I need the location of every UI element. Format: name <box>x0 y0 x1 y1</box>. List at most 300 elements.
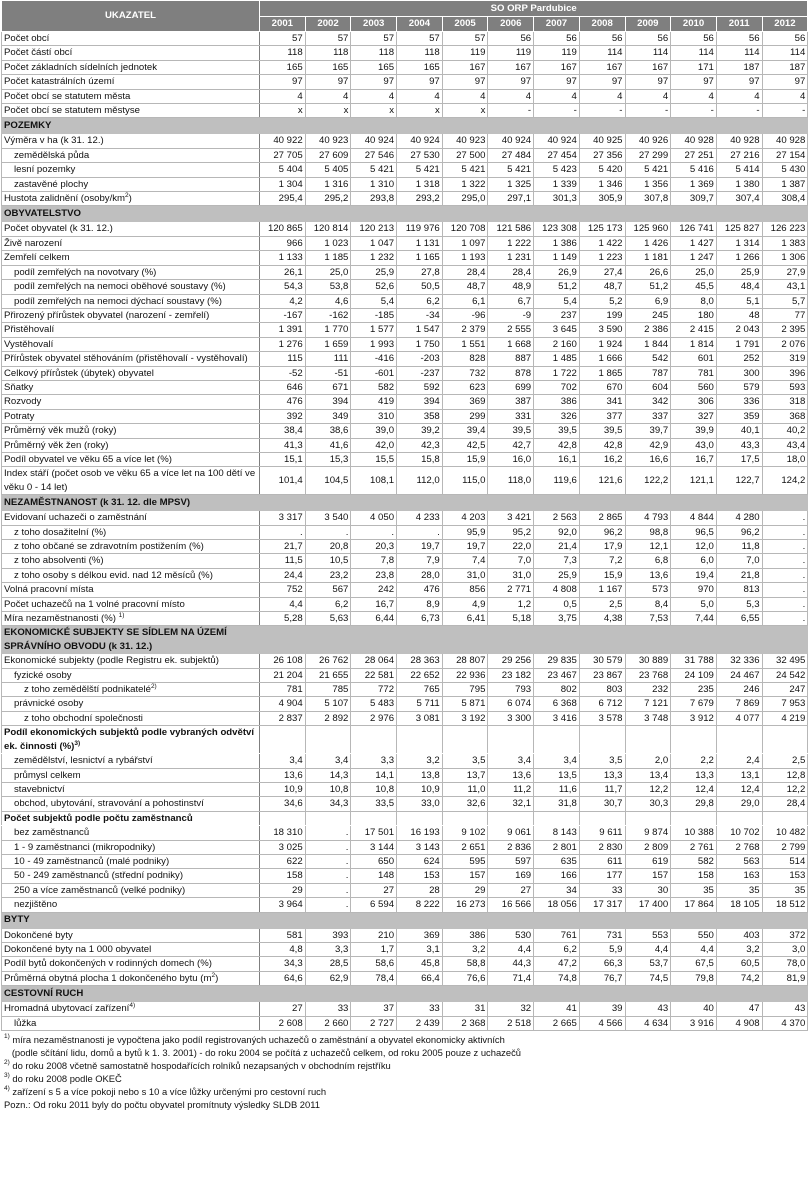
footnote <box>4 1059 811 1072</box>
row-label <box>2 337 260 351</box>
row-label <box>2 854 260 868</box>
value-cell: 341 <box>579 395 625 409</box>
value-cell: 23 467 <box>534 668 580 682</box>
ukazatel-header: UKAZATEL <box>2 1 260 32</box>
value-cell: 6,73 <box>397 612 443 626</box>
value-cell: 369 <box>397 928 443 942</box>
value-cell: 92,0 <box>534 525 580 539</box>
value-cell: 5 405 <box>305 163 351 177</box>
footnote-ref: 2) <box>150 683 157 691</box>
footnote-number: 4) <box>4 1085 10 1092</box>
value-cell: 1 722 <box>534 366 580 380</box>
value-cell: 12,1 <box>625 540 671 554</box>
value-cell: 166 <box>534 869 580 883</box>
value-cell: 7 679 <box>671 697 717 711</box>
value-cell: 795 <box>442 683 488 697</box>
value-cell: 43,3 <box>716 438 762 452</box>
value-cell: 47,2 <box>534 957 580 971</box>
row-label <box>2 1002 260 1016</box>
value-cell: 7,2 <box>579 554 625 568</box>
value-cell: 120 213 <box>351 222 397 236</box>
value-cell: 27 216 <box>716 148 762 162</box>
value-cell: 3 416 <box>534 711 580 725</box>
table-row <box>2 869 808 883</box>
row-label-text: Míra nezaměstnanosti (%) <box>4 613 119 625</box>
table-row <box>2 971 808 985</box>
value-cell: 34,6 <box>260 797 306 811</box>
row-label-text: Zemřelí celkem <box>4 252 70 264</box>
value-cell: 553 <box>625 928 671 942</box>
table-row <box>2 957 808 971</box>
section-filler <box>260 626 808 654</box>
value-cell: 4 <box>762 89 808 103</box>
value-cell: 169 <box>488 869 534 883</box>
value-cell: 394 <box>397 395 443 409</box>
value-cell: 2 555 <box>488 323 534 337</box>
value-cell: 232 <box>625 683 671 697</box>
value-cell: 15,9 <box>579 568 625 582</box>
row-label <box>2 32 260 46</box>
value-cell: 1 167 <box>579 583 625 597</box>
table-row <box>2 251 808 265</box>
value-cell: 125 827 <box>716 222 762 236</box>
value-cell: 27 356 <box>579 148 625 162</box>
value-cell: 115 <box>260 352 306 366</box>
value-cell: 1,7 <box>351 942 397 956</box>
value-cell: 5 107 <box>305 697 351 711</box>
value-cell: 1 232 <box>351 251 397 265</box>
year-header: 2008 <box>579 16 625 32</box>
value-cell: 27,4 <box>579 265 625 279</box>
table-row <box>2 395 808 409</box>
value-cell: x <box>305 104 351 118</box>
row-label <box>2 826 260 840</box>
row-label-text: Podíl bytů dokončených v rodinných domech (%) <box>4 958 212 970</box>
row-label-text: zemědělství, lesnictví a rybářství <box>14 755 153 767</box>
value-cell: 4 904 <box>260 697 306 711</box>
value-cell: 42,5 <box>442 438 488 452</box>
value-cell: 1 310 <box>351 177 397 191</box>
value-cell: 126 223 <box>762 222 808 236</box>
value-cell: 62,9 <box>305 971 351 985</box>
value-cell: 31 788 <box>671 654 717 668</box>
value-cell: 12,2 <box>625 782 671 796</box>
value-cell <box>488 726 534 754</box>
value-cell: 45,5 <box>671 280 717 294</box>
value-cell: 43,4 <box>762 438 808 452</box>
row-label-text: Dokončené byty <box>4 929 73 941</box>
value-cell: 4 <box>716 89 762 103</box>
row-label-text: Počet částí obcí <box>4 47 73 59</box>
section-header <box>2 912 808 928</box>
table-row <box>2 409 808 423</box>
value-cell: 10,5 <box>305 554 351 568</box>
value-cell: 6,44 <box>351 612 397 626</box>
table-row <box>2 89 808 103</box>
table-row <box>2 928 808 942</box>
value-cell: 4,4 <box>488 942 534 956</box>
row-label-text: Podíl ekonomických subjektů podle vybraných odvětví ek. činnosti (%) <box>4 727 255 752</box>
value-cell: 1 369 <box>671 177 717 191</box>
value-cell: 3 025 <box>260 840 306 854</box>
value-cell: 5 711 <box>397 697 443 711</box>
value-cell: 310 <box>351 409 397 423</box>
value-cell: 1 181 <box>625 251 671 265</box>
footnote <box>4 1085 811 1098</box>
value-cell: 12,2 <box>762 782 808 796</box>
section-header <box>2 206 808 222</box>
value-cell: 97 <box>534 75 580 89</box>
value-cell: . <box>305 525 351 539</box>
value-cell: -9 <box>488 308 534 322</box>
table-row <box>2 163 808 177</box>
value-cell <box>397 726 443 754</box>
value-cell: 15,8 <box>397 452 443 466</box>
value-cell: 30 889 <box>625 654 671 668</box>
footnote <box>4 1046 811 1059</box>
value-cell: 76,6 <box>442 971 488 985</box>
row-label <box>2 251 260 265</box>
value-cell: 114 <box>762 46 808 60</box>
value-cell: 20,8 <box>305 540 351 554</box>
value-cell: 16 566 <box>488 898 534 912</box>
table-row <box>2 683 808 697</box>
value-cell: 15,9 <box>442 452 488 466</box>
value-cell <box>351 726 397 754</box>
value-cell: 6 074 <box>488 697 534 711</box>
value-cell: 13,6 <box>260 768 306 782</box>
value-cell: 27 530 <box>397 148 443 162</box>
value-cell: 8 222 <box>397 898 443 912</box>
value-cell: 52,6 <box>351 280 397 294</box>
value-cell <box>488 811 534 825</box>
value-cell: 56 <box>671 32 717 46</box>
value-cell: 17,9 <box>579 540 625 554</box>
value-cell: 336 <box>716 395 762 409</box>
value-cell: 42,7 <box>488 438 534 452</box>
value-cell: 64,6 <box>260 971 306 985</box>
value-cell: 611 <box>579 854 625 868</box>
value-cell: 372 <box>762 928 808 942</box>
value-cell: 39 <box>579 1002 625 1016</box>
value-cell: 43,0 <box>671 438 717 452</box>
value-cell: 7,8 <box>351 554 397 568</box>
table-row <box>2 265 808 279</box>
row-label <box>2 236 260 250</box>
value-cell: 163 <box>716 869 762 883</box>
value-cell: 38,4 <box>260 424 306 438</box>
value-cell: 5 421 <box>625 163 671 177</box>
value-cell: 34 <box>534 883 580 897</box>
value-cell: 32,6 <box>442 797 488 811</box>
value-cell: 4 634 <box>625 1016 671 1030</box>
value-cell: -203 <box>397 352 443 366</box>
row-label <box>2 104 260 118</box>
value-cell: 2,2 <box>671 754 717 768</box>
value-cell: 3,4 <box>260 754 306 768</box>
row-label-text: podíl zemřelých na nemoci dýchací soustavy (%) <box>14 295 222 307</box>
value-cell: 1 149 <box>534 251 580 265</box>
value-cell: 6 368 <box>534 697 580 711</box>
year-header: 2007 <box>534 16 580 32</box>
value-cell: 1 276 <box>260 337 306 351</box>
value-cell: 377 <box>579 409 625 423</box>
value-cell: 15,3 <box>305 452 351 466</box>
value-cell: 5,3 <box>716 597 762 611</box>
value-cell: 18 105 <box>716 898 762 912</box>
value-cell: 3,1 <box>397 942 443 956</box>
row-label <box>2 782 260 796</box>
value-cell: 35 <box>671 883 717 897</box>
value-cell: 2 665 <box>534 1016 580 1030</box>
value-cell: 2 076 <box>762 337 808 351</box>
value-cell: 2 976 <box>351 711 397 725</box>
value-cell: 308,4 <box>762 192 808 206</box>
value-cell: 4 793 <box>625 511 671 525</box>
value-cell: 165 <box>305 60 351 74</box>
value-cell: . <box>397 525 443 539</box>
value-cell: -416 <box>351 352 397 366</box>
value-cell: 306 <box>671 395 717 409</box>
value-cell: 32 495 <box>762 654 808 668</box>
table-row <box>2 380 808 394</box>
value-cell <box>305 811 351 825</box>
value-cell: 17 400 <box>625 898 671 912</box>
value-cell: 18,0 <box>762 452 808 466</box>
row-label-text: Hustota zalidnění (osoby/km <box>4 193 126 205</box>
row-label-text: Hromadná ubytovací zařízení <box>4 1003 130 1015</box>
table-row <box>2 840 808 854</box>
value-cell: 1 993 <box>351 337 397 351</box>
value-cell: 235 <box>671 683 717 697</box>
value-cell: 295,2 <box>305 192 351 206</box>
value-cell: 31,0 <box>442 568 488 582</box>
value-cell: 74,5 <box>625 971 671 985</box>
value-cell: 573 <box>625 583 671 597</box>
value-cell: 26,9 <box>534 265 580 279</box>
value-cell: -601 <box>351 366 397 380</box>
value-cell: 4,38 <box>579 612 625 626</box>
table-row <box>2 883 808 897</box>
table-row <box>2 511 808 525</box>
row-label-text: Počet subjektů podle počtu zaměstnanců <box>4 812 193 824</box>
row-label <box>2 971 260 985</box>
value-cell: 51,2 <box>625 280 671 294</box>
value-cell: 1 131 <box>397 236 443 250</box>
value-cell: 6 712 <box>579 697 625 711</box>
value-cell: 25,0 <box>671 265 717 279</box>
value-cell: 24 542 <box>762 668 808 682</box>
row-label-text: Počet katastrálních území <box>4 76 115 88</box>
value-cell: 1 814 <box>671 337 717 351</box>
value-cell: 40 923 <box>442 134 488 148</box>
value-cell: 1 306 <box>762 251 808 265</box>
value-cell <box>579 726 625 754</box>
value-cell: 3,5 <box>579 754 625 768</box>
value-cell: 1 266 <box>716 251 762 265</box>
row-label-text: Ekonomické subjekty (podle Registru ek. subjektů) <box>4 655 219 667</box>
value-cell: 1 322 <box>442 177 488 191</box>
value-cell: 25,0 <box>305 265 351 279</box>
value-cell: 122,2 <box>625 467 671 495</box>
table-row <box>2 337 808 351</box>
value-cell: 19,7 <box>397 540 443 554</box>
value-cell: 96,5 <box>671 525 717 539</box>
value-cell: 4,4 <box>671 942 717 956</box>
row-label <box>2 540 260 554</box>
value-cell: 125 173 <box>579 222 625 236</box>
value-cell: 5 423 <box>534 163 580 177</box>
value-cell: 14,3 <box>305 768 351 782</box>
value-cell: 11,5 <box>260 554 306 568</box>
value-cell: 104,5 <box>305 467 351 495</box>
value-cell: 2 801 <box>534 840 580 854</box>
row-label-tail: ) <box>128 193 132 205</box>
value-cell: 33 <box>305 1002 351 1016</box>
row-label-text: Přistěhovalí <box>4 324 55 336</box>
value-cell: 56 <box>762 32 808 46</box>
value-cell: 592 <box>397 380 443 394</box>
value-cell: 4 <box>534 89 580 103</box>
value-cell: 29 <box>260 883 306 897</box>
value-cell: 387 <box>488 395 534 409</box>
value-cell: 16 193 <box>397 826 443 840</box>
row-label-text: obchod, ubytování, stravování a pohostinství <box>14 798 204 810</box>
value-cell: 122,7 <box>716 467 762 495</box>
value-cell: 33,5 <box>351 797 397 811</box>
row-label <box>2 424 260 438</box>
value-cell: 42,3 <box>397 438 443 452</box>
value-cell: 33 <box>397 1002 443 1016</box>
value-cell: 5,0 <box>671 597 717 611</box>
value-cell: 1 391 <box>260 323 306 337</box>
value-cell: 1 222 <box>488 236 534 250</box>
value-cell: 595 <box>442 854 488 868</box>
table-row <box>2 754 808 768</box>
value-cell: 828 <box>442 352 488 366</box>
value-cell <box>442 811 488 825</box>
value-cell: 1 426 <box>625 236 671 250</box>
value-cell: 40 928 <box>671 134 717 148</box>
value-cell: 1 314 <box>716 236 762 250</box>
table-row <box>2 104 808 118</box>
value-cell: -96 <box>442 308 488 322</box>
value-cell: . <box>351 525 397 539</box>
value-cell: 43 <box>625 1002 671 1016</box>
value-cell: 57 <box>442 32 488 46</box>
value-cell: 349 <box>305 409 351 423</box>
value-cell: 5 421 <box>397 163 443 177</box>
value-cell: 30,7 <box>579 797 625 811</box>
value-cell: 802 <box>534 683 580 697</box>
value-cell: 2 865 <box>579 511 625 525</box>
value-cell: 856 <box>442 583 488 597</box>
table-row <box>2 323 808 337</box>
value-cell: 28 363 <box>397 654 443 668</box>
value-cell: 7 869 <box>716 697 762 711</box>
value-cell: 27 251 <box>671 148 717 162</box>
value-cell: 3,2 <box>716 942 762 956</box>
row-label <box>2 134 260 148</box>
value-cell: 13,3 <box>671 768 717 782</box>
value-cell: 1 427 <box>671 236 717 250</box>
value-cell: 27 454 <box>534 148 580 162</box>
table-row <box>2 554 808 568</box>
value-cell: 623 <box>442 380 488 394</box>
value-cell: 121 586 <box>488 222 534 236</box>
value-cell: 97 <box>488 75 534 89</box>
value-cell: 761 <box>534 928 580 942</box>
value-cell: 1 047 <box>351 236 397 250</box>
value-cell: 79,8 <box>671 971 717 985</box>
value-cell: 27 500 <box>442 148 488 162</box>
value-cell: 42,9 <box>625 438 671 452</box>
row-label-text: Index stáří (počet osob ve věku 65 a více let na 100 dětí ve věku 0 - 14 let) <box>4 468 256 493</box>
row-label-text: z toho absolventi (%) <box>14 555 104 567</box>
value-cell: . <box>305 840 351 854</box>
value-cell: 15,5 <box>351 452 397 466</box>
row-label-text: stavebnictví <box>14 783 65 795</box>
value-cell: 5 414 <box>716 163 762 177</box>
value-cell: 2 771 <box>488 583 534 597</box>
value-cell: 40 923 <box>305 134 351 148</box>
value-cell: 39,5 <box>579 424 625 438</box>
value-cell: 123 308 <box>534 222 580 236</box>
year-header: 2009 <box>625 16 671 32</box>
value-cell: 3 964 <box>260 898 306 912</box>
value-cell: 22 936 <box>442 668 488 682</box>
value-cell: 33,0 <box>397 797 443 811</box>
value-cell: 48 <box>716 308 762 322</box>
row-label-text: 10 - 49 zaměstnanců (malé podniky) <box>14 855 170 867</box>
row-label-text: Počet uchazečů na 1 volné pracovní místo <box>4 598 185 610</box>
value-cell: 158 <box>671 869 717 883</box>
value-cell: 40 <box>671 1002 717 1016</box>
value-cell: 16,1 <box>534 452 580 466</box>
value-cell: 121,6 <box>579 467 625 495</box>
value-cell: 476 <box>260 395 306 409</box>
value-cell: 40,2 <box>762 424 808 438</box>
value-cell: 187 <box>762 60 808 74</box>
value-cell: 3 912 <box>671 711 717 725</box>
value-cell: 114 <box>625 46 671 60</box>
value-cell: 13,5 <box>534 768 580 782</box>
value-cell: 39,4 <box>442 424 488 438</box>
value-cell: 319 <box>762 352 808 366</box>
value-cell: - <box>488 104 534 118</box>
value-cell: 4 <box>442 89 488 103</box>
row-label-text: Živě narození <box>4 237 63 249</box>
row-label <box>2 265 260 279</box>
value-cell: 307,8 <box>625 192 671 206</box>
value-cell: 2 799 <box>762 840 808 854</box>
value-cell: 5,4 <box>351 294 397 308</box>
value-cell: 765 <box>397 683 443 697</box>
value-cell: 4 <box>305 89 351 103</box>
value-cell: 18 310 <box>260 826 306 840</box>
value-cell: 567 <box>305 583 351 597</box>
row-label <box>2 668 260 682</box>
value-cell: 5 421 <box>488 163 534 177</box>
value-cell: 4 <box>397 89 443 103</box>
value-cell <box>671 726 717 754</box>
value-cell: 39,7 <box>625 424 671 438</box>
value-cell: 579 <box>716 380 762 394</box>
value-cell: 29 <box>442 883 488 897</box>
row-label <box>2 928 260 942</box>
value-cell: 28,4 <box>762 797 808 811</box>
row-label <box>2 568 260 582</box>
